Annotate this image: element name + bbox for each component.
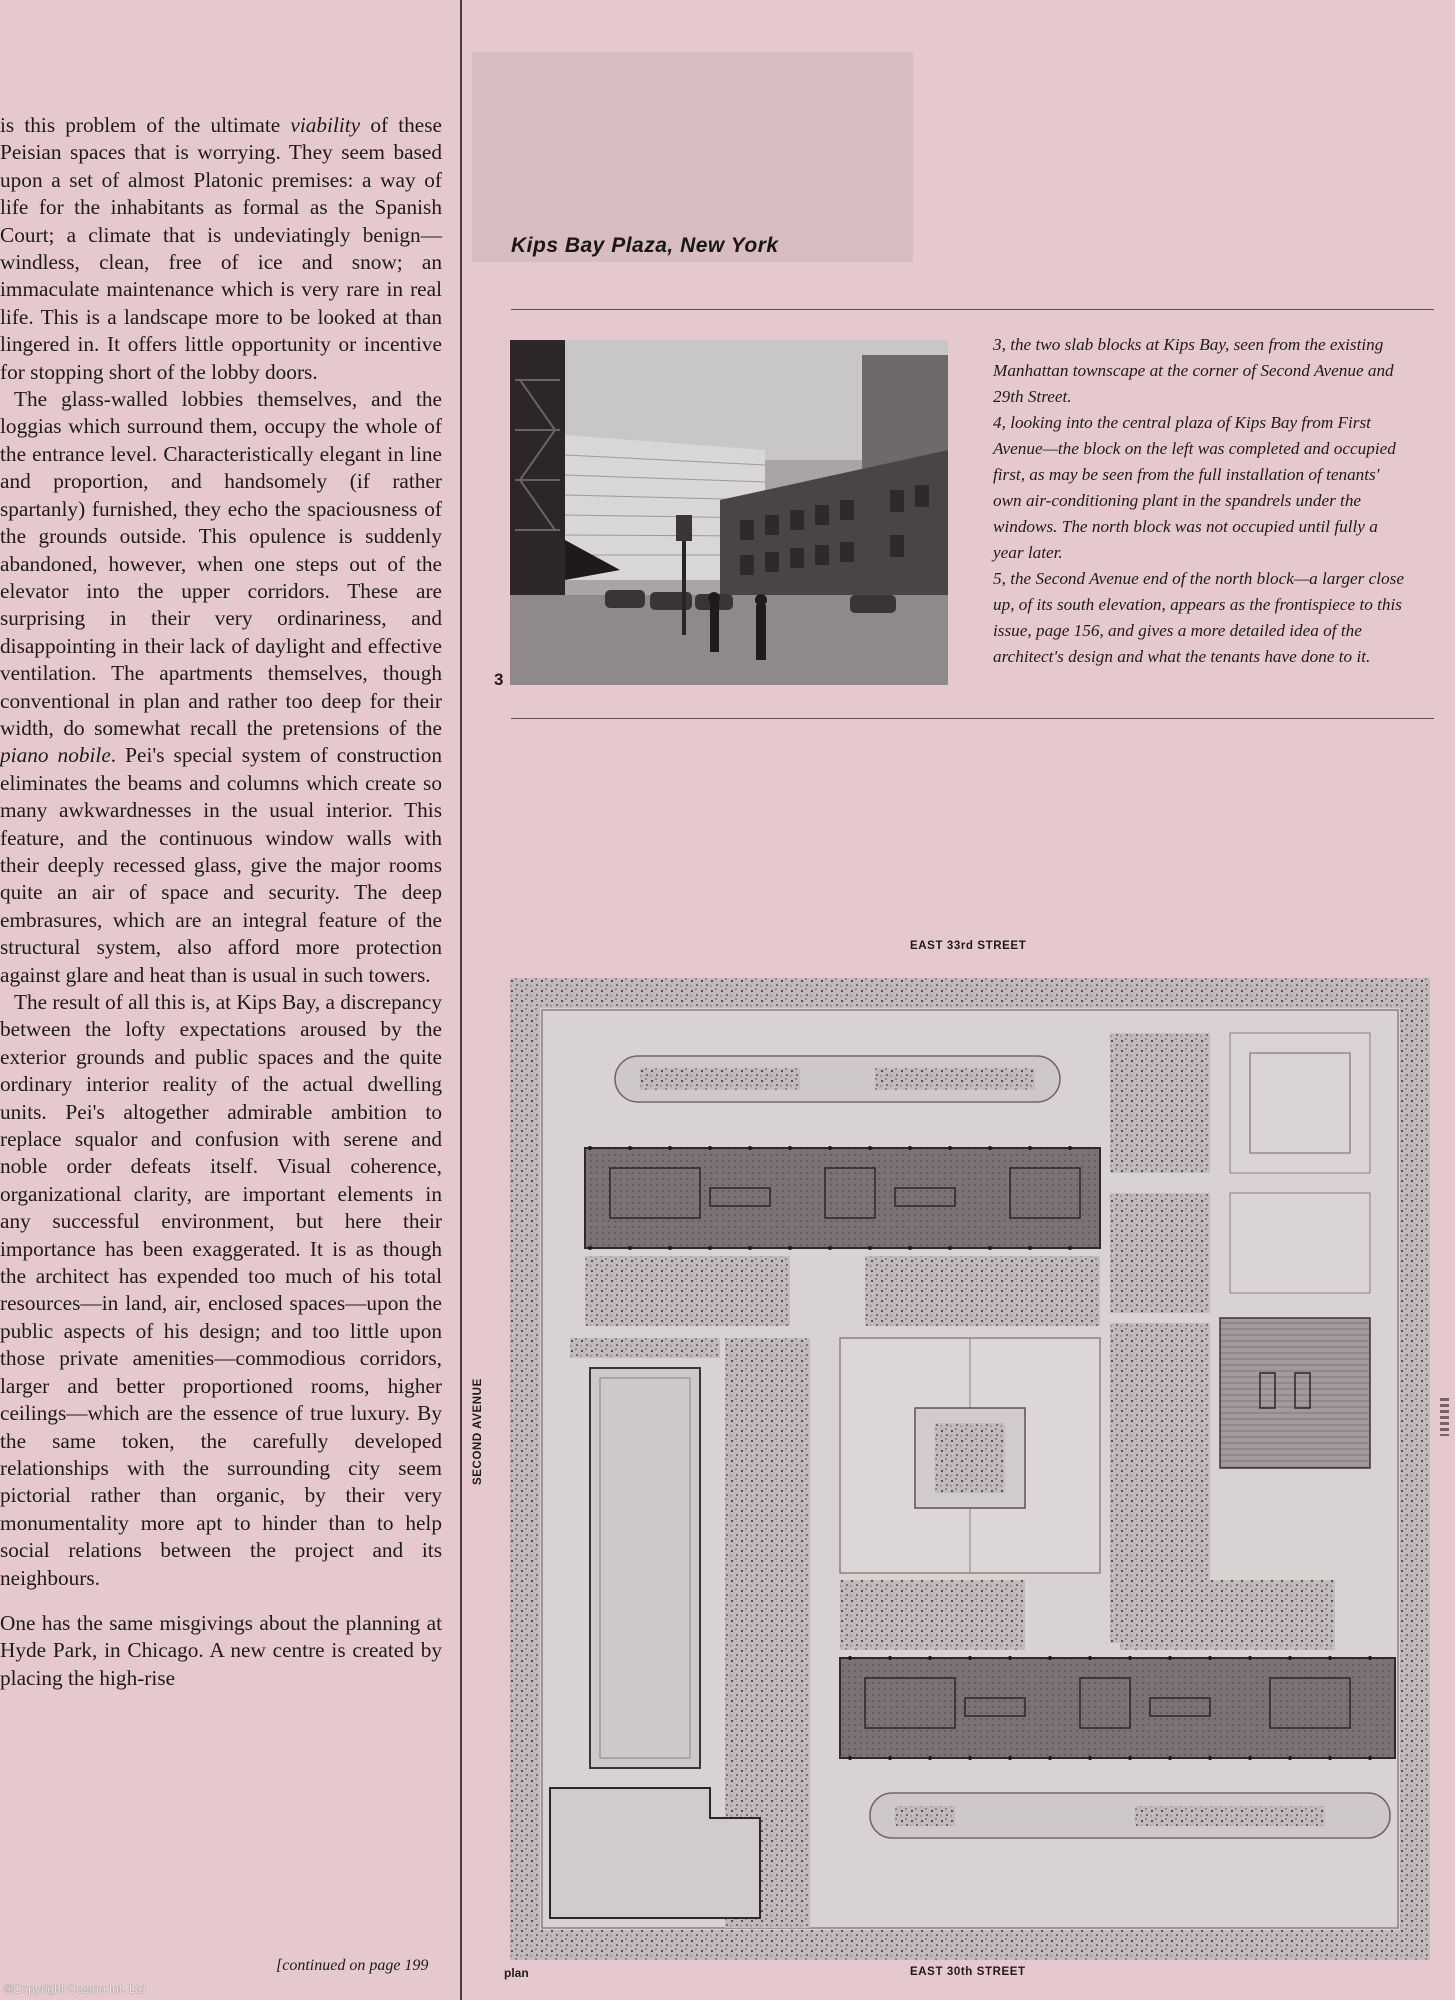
header-panel xyxy=(472,52,913,262)
caption-paragraph: 5, the Second Avenue end of the north block—a larger close up, of its south elevation, appears as the frontispiece to this issue, page 156, and gives a more detailed idea of the architect's design and what the tenants have done to it. xyxy=(993,569,1404,666)
figure-number: 3 xyxy=(494,670,504,689)
bottom-rule xyxy=(511,718,1434,719)
cropped-east-label-mark xyxy=(1440,1398,1449,1436)
caption-paragraph: 4, looking into the central plaza of Kips Bay from First Avenue—the block on the left was completed and occupied first, as may be seen from the full installation of tenants' own air-conditioning plant in the spandrels under the windows. The north block was not occupied until fully a year later. xyxy=(993,413,1396,562)
caption-paragraph: 3, the two slab blocks at Kips Bay, seen from the existing Manhattan townscape at the corner of Second Avenue and 29th Street. xyxy=(993,335,1394,406)
top-rule xyxy=(511,309,1434,310)
site-plan xyxy=(510,978,1430,1960)
copyright-watermark: ©Copyright Cosmo Int. Ltd xyxy=(4,1982,146,1996)
plan-label: plan xyxy=(504,1966,529,1980)
figure-caption xyxy=(993,332,1405,670)
west-street-label: SECOND AVENUE xyxy=(472,1378,484,1485)
italic-term: piano nobile xyxy=(0,743,111,768)
north-street-label: EAST 33rd STREET xyxy=(910,940,1027,952)
article-body xyxy=(0,112,442,1692)
column-divider xyxy=(460,0,462,2000)
article-paragraph: The glass-walled lobbies themselves, and the loggias which surround them, occupy the whole of the entrance level. Characteristically elegant in line and proportion, and handsomely (if rather spartanly) furnished, they echo the spaciousness of the grounds outside. This opulence is suddenly abandoned, however, when one steps out of the elevator into the upper corridors. These are surprising in their very ordinariness, and disappointing in their lack of daylight and effective ventilation. The apartments themselves, though conventional in plan and rather too deep for their width, do somewhat recall the pretensions of the piano nobile. Pei's special system of construction eliminates the beams and columns which create so many awkwardnesses in the usual interior. This feature, and the continuous window walls with their deeply recessed glass, give the major rooms quite an air of space and security. The deep embrasures, which are an integral feature of the structural system, also afford more protection against glare and heat than is usual in such towers. xyxy=(0,387,442,987)
south-street-label: EAST 30th STREET xyxy=(910,1966,1026,1978)
italic-term: viability xyxy=(290,113,361,137)
article-paragraph: One has the same misgivings about the planning at Hyde Park, in Chicago. A new centre is created by placing the high-rise xyxy=(0,1610,442,1690)
article-title: Kips Bay Plaza, New York xyxy=(511,234,779,257)
street-photo xyxy=(510,340,948,685)
article-paragraph: The result of all this is, at Kips Bay, a discrepancy between the lofty expectations aroused by the exterior grounds and public spaces and the quite ordinary interior reality of the actual dwelling units. Pei's altogether admirable ambition to replace squalor and confusion with serene and noble order defeats itself. Visual coherence, organizational clarity, are important elements in any successful environment, but here their importance has been exaggerated. It is as though the architect has expended too much of his total resources—in land, air, enclosed spaces—upon the public aspects of his design; and too little upon those private amenities—commodious corridors, larger and better proportioned rooms, higher ceilings—which are the essence of true luxury. By the same token, the carefully developed relationships with the surrounding city seem pictorial rather than organic, by their very monumentality more apt to hinder than to help social relations between the project and its neighbours. xyxy=(0,990,442,1590)
continued-note: [continued on page 199 xyxy=(276,1957,429,1974)
article-paragraph: is this problem of the ultimate viability of these Peisian spaces that is worrying. They seem based upon a set of almost Platonic premises: a way of life for the inhabitants as formal as the Spanish Court; a climate that is undeviatingly benign—windless, clean, free of ice and snow; an immaculate maintenance which is very rare in real life. This is a landscape more to be looked at than lingered in. It offers little opportunity or incentive for stopping short of the lobby doors. xyxy=(0,113,442,384)
